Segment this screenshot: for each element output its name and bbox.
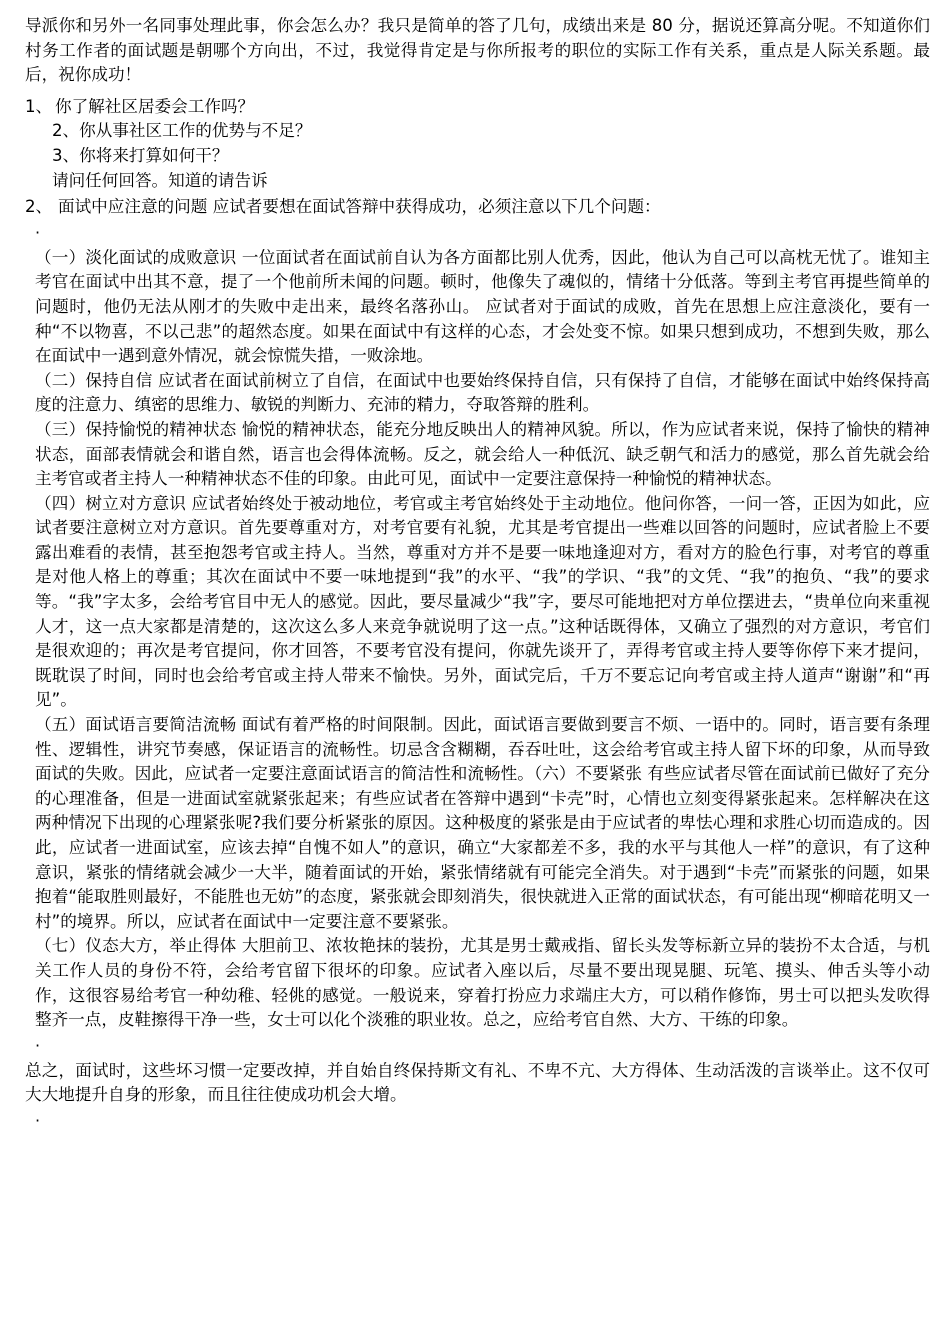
- question-2-text: 面试中应注意的问题 应试者要想在面试答辩中获得成功，必须注意以下几个问题：: [58, 197, 661, 217]
- section-5-paragraph: （五）面试语言要简洁流畅 面试有着严格的时间限制。因此，面试语言要做到要言不烦、一语中的。同时，语言要有条理性、逻辑性，讲究节奏感，保证语言的流畅性。切忌含含糊糊，吞吞吐吐，这会给考官或主持人留下坏的印象，从而导致面试的失败。因此，应试者一定要注意面试语言的简洁性和流畅性。（六）不要紧张 有些应试者尽管在面试前已做好了充分的心理准备，但是一进面试室就紧张起来；有些应试者在答辩中遇到“卡壳”时，心情也立刻变得紧张起来。怎样解决在这两种情况下出现的心理紧张呢?我们要分析紧张的原因。这种极度的紧张是由于应试者的卑怯心理和求胜心切而造成的。因此，应试者一进面试室，应该去掉“自愧不如人”的意识，确立“大家都差不多，我的水平与其他人一样”的意识，有了这种意识，紧张的情绪就会减少一大半，随着面试的开始，紧张情绪就有可能完全消失。对于遇到“卡壳”而紧张的问题，如果抱着“能取胜则最好，不能胜也无妨”的态度，紧张就会即刻消失，很快就进入正常的面试状态，有可能出现“柳暗花明又一村”的境界。所以，应试者在面试中一定要注意不要紧张。: [35, 715, 930, 931]
- document-page: [25, 14, 930, 1134]
- section-3-paragraph: （三）保持愉悦的精神状态 愉悦的精神状态，能充分地反映出人的精神风貌。所以，作为应试者来说，保持了愉快的精神状态，面部表情就会和谐自然，语言也会得体流畅。反之，就会给人一种低沉、缺乏朝气和活力的感觉，那么首先就会给主考官或者主持人一种精神状态不佳的印象。由此可见，面试中一定要注意保持一种愉悦的精神状态。: [35, 419, 930, 489]
- question-2-number: 2、: [25, 197, 53, 217]
- section-1-paragraph: （一）淡化面试的成败意识 一位面试者在面试前自认为各方面都比别人优秀，因此，他认为自己可以高枕无忧了。谁知主考官在面试中出其不意，提了一个他前所未闻的问题。顿时，他像失了魂似的，情绪十分低落。等到主考官再提些简单的问题时，他仍无法从刚才的失败中走出来，最终名落孙山。 应试者对于面试的成败，首先在思想上应注意淡化，要有一种“不以物喜，不以己悲”的超然态度。如果在面试中有这样的心态，才会处变不惊。如果只想到成功，不想到失败，那么在面试中一遇到意外情况，就会惊慌失措，一败涂地。: [35, 247, 930, 366]
- question-1-sub-2: 3、你将来打算如何干？: [52, 145, 229, 165]
- conclusion-paragraph: 总之，面试时，这些坏习惯一定要改掉，并自始自终保持斯文有礼、不卑不亢、大方得体、生动活泼的言谈举止。这不仅可大大地提升自身的形象，而且往往使成功机会大增。: [25, 1060, 930, 1105]
- question-1: [25, 95, 930, 120]
- intro-paragraph: 导派你和另外一名同事处理此事，你会怎么办？我只是简单的答了几句，成绩出来是 80 分，据说还算高分呢。不知道你们村务工作者的面试题是朝哪个方向出，不过，我觉得肯定是与你所报考的职位的实际工作有关系，重点是人际关系题。最后，祝你成功！: [25, 16, 930, 85]
- section-2-paragraph: （二）保持自信 应试者在面试前树立了自信，在面试中也要始终保持自信，只有保持了自信，才能够在面试中始终保持高度的注意力、缜密的思维力、敏锐的判断力、充沛的精力，夺取答辩的胜利。: [35, 370, 930, 415]
- question-1-number: 1、: [25, 96, 53, 116]
- question-1-sub-3: 请问任何回答。知道的请告诉: [52, 170, 268, 190]
- bullet-dot: ·: [35, 222, 41, 242]
- section-4-paragraph: （四）树立对方意识 应试者始终处于被动地位，考官或主考官始终处于主动地位。他问你答，一问一答，正因为如此，应试者要注意树立对方意识。首先要尊重对方，对考官要有礼貌，尤其是考官提出一些难以回答的问题时，应试者脸上不要露出难看的表情，甚至抱怨考官或主持人。当然，尊重对方并不是要一味地逢迎对方，看对方的脸色行事，对考官的尊重是对他人格上的尊重；其次在面试中不要一味地提到“我”的水平、“我”的学识、“我”的文凭、“我”的抱负、“我”的要求等。“我”字太多，会给考官目中无人的感觉。因此，要尽量减少“我”字，要尽可能地把对方单位摆进去，“贵单位向来重视人才，这一点大家都是清楚的，这次这么多人来竞争就说明了这一点。”这种话既得体，又确立了强烈的对方意识，考官们是很欢迎的；再次是考官提问，你才回答，不要考官没有提问，你就先谈开了，弄得考官或主持人要等你停下来才提问，既耽误了时间，同时也会给考官或主持人带来不愉快。另外，面试完后，千万不要忘记向考官或主持人道声“谢谢”和“再见”。: [35, 493, 930, 710]
- bullet-dot: ·: [35, 1110, 41, 1130]
- section-7-paragraph: （七）仪态大方，举止得体 大胆前卫、浓妆艳抹的装扮，尤其是男士戴戒指、留长头发等标新立异的装扮不太合适，与机关工作人员的身份不符，会给考官留下很坏的印象。应试者入座以后，尽量不要出现晃腿、玩笔、摸头、伸舌头等小动作，这很容易给考官一种幼稚、轻佻的感觉。一般说来，穿着打扮应力求端庄大方，可以稍作修饰，男士可以把头发吹得整齐一点，皮鞋擦得干净一些，女士可以化个淡雅的职业妆。总之，应给考官自然、大方、干练的印象。: [35, 936, 930, 1030]
- question-1-sub-1: 2、你从事社区工作的优势与不足？: [52, 121, 312, 141]
- question-1-text: 你了解社区居委会工作吗？: [55, 96, 255, 116]
- question-2: [25, 195, 930, 220]
- bullet-dot: ·: [35, 1035, 41, 1055]
